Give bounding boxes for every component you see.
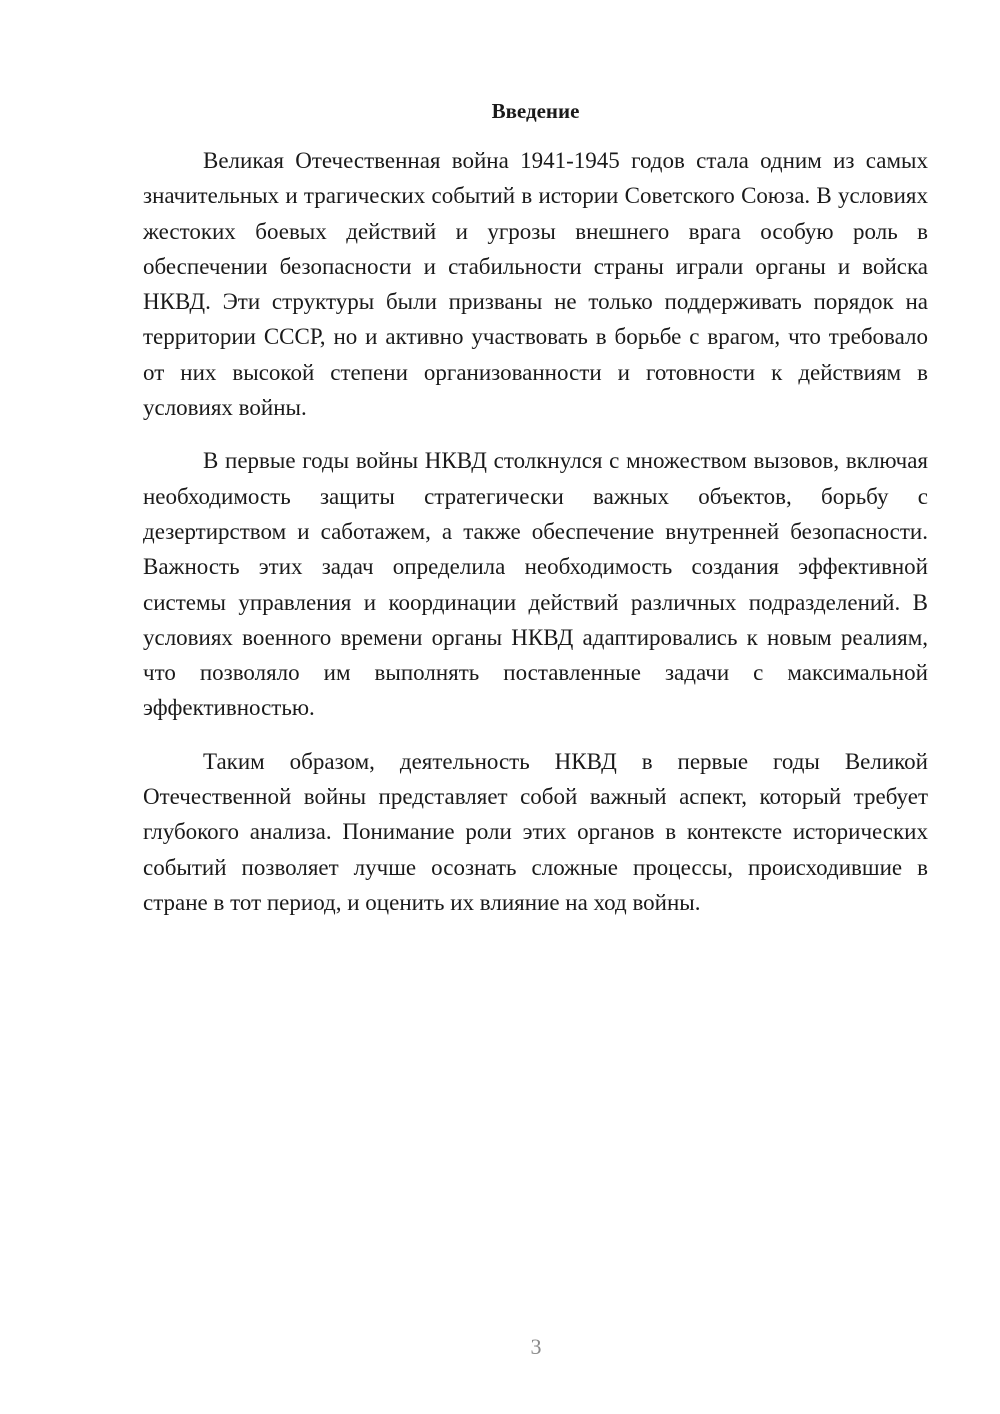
body-text <box>143 143 928 938</box>
section-heading: Введение <box>491 99 580 123</box>
paragraph-1: Великая Отечественная война 1941-1945 годов стала одним из самых значительных и трагических событий в истории Советского Союза. В условиях жестоких боевых действий и угрозы внешнего врага особую роль в обеспечении безопасности и стабильности страны играли органы и войска НКВД. Эти структуры были призваны не только поддерживать порядок на территории СССР, но и активно участвовать в борьбе с врагом, что требовало от них высокой степени организованности и готовности к действиям в условиях войны. <box>143 148 928 421</box>
page-number: 3 <box>530 1334 542 1359</box>
paragraph-2: В первые годы войны НКВД столкнулся с множеством вызовов, включая необходимость защиты стратегически важных объектов, борьбу с дезертирством и саботажем, а также обеспечение внутренней безопасности. Важность этих задач определила необходимость создания эффективной системы управления и координации действий различных подразделений. В условиях военного времени органы НКВД адаптировались к новым реалиям, что позволяло им выполнять поставленные задачи с максимальной эффективностью. <box>143 448 928 721</box>
paragraph-3: Таким образом, деятельность НКВД в первые годы Великой Отечественной войны представляет собой важный аспект, который требует глубокого анализа. Понимание роли этих органов в контексте исторических событий позволяет лучше осознать сложные процессы, происходившие в стране в тот период, и оценить их влияние на ход войны. <box>143 748 928 915</box>
